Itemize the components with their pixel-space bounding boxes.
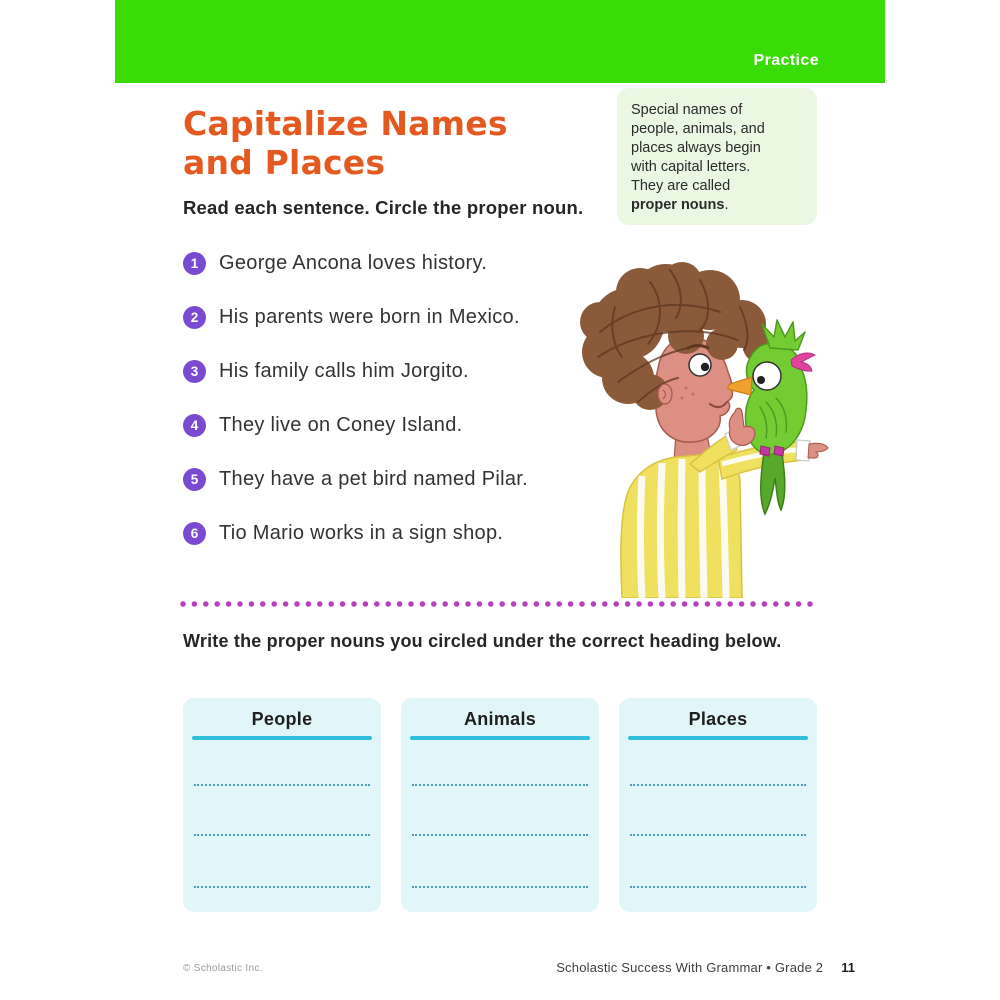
column-heading: Animals: [463, 709, 537, 729]
sentence-item-2: [183, 290, 603, 344]
sentence-list: [183, 236, 603, 560]
writing-line: [194, 834, 370, 836]
page-number: 11: [841, 960, 855, 975]
sentence-text: They have a pet bird named Pilar.: [219, 467, 528, 490]
sentence-text: His family calls him Jorgito.: [219, 359, 469, 382]
callout-bold-line: proper nouns.: [631, 197, 729, 213]
writing-line: [194, 886, 370, 888]
column-animals: [401, 698, 599, 912]
sentence-number-badge: 6: [183, 522, 206, 545]
sentence-number-badge: 2: [183, 306, 206, 329]
callout-line: Special names of: [631, 102, 743, 118]
writing-line: [630, 834, 806, 836]
page-title-line2: and Places: [183, 143, 386, 182]
instruction-write-proper-nouns: Write the proper nouns you circled under the correct heading below.: [183, 631, 782, 651]
writing-line: [630, 784, 806, 786]
page-title-line1: Capitalize Names: [183, 104, 508, 143]
heading-underline: [628, 736, 808, 740]
footer-right: [556, 960, 855, 975]
writing-line: [412, 784, 588, 786]
sentence-text: George Ancona loves history.: [219, 251, 488, 274]
sentence-number-badge: 3: [183, 360, 206, 383]
sorting-table: [183, 698, 817, 912]
column-people: [183, 698, 381, 912]
practice-label: Practice: [753, 52, 819, 69]
page-title: [183, 104, 508, 182]
callout-line: places always begin: [631, 140, 761, 156]
sentence-item-6: [183, 506, 603, 560]
book-title: Scholastic Success With Grammar • Grade 2: [556, 960, 824, 975]
writing-line: [630, 886, 806, 888]
column-places: [619, 698, 817, 912]
heading-underline: [410, 736, 590, 740]
callout-line: They are called: [631, 178, 731, 194]
sentence-number-badge: 5: [183, 468, 206, 491]
sentence-item-1: [183, 236, 603, 290]
heading-underline: [192, 736, 372, 740]
sentence-number-badge: 4: [183, 414, 206, 437]
proper-nouns-term: proper nouns: [631, 197, 725, 213]
callout-line: people, animals, and: [631, 121, 765, 137]
writing-line: [412, 834, 588, 836]
sentence-item-3: [183, 344, 603, 398]
callout-line: with capital letters.: [631, 159, 751, 175]
proper-noun-definition-callout: [617, 88, 817, 225]
sentence-item-5: [183, 452, 603, 506]
column-heading: People: [251, 709, 313, 729]
sentence-text: His parents were born in Mexico.: [219, 305, 520, 328]
writing-line: [194, 784, 370, 786]
column-heading: Places: [688, 709, 748, 729]
copyright-text: © Scholastic Inc.: [183, 963, 263, 974]
sentence-text: They live on Coney Island.: [219, 413, 463, 436]
sentence-text: Tio Mario works in a sign shop.: [219, 521, 504, 544]
instruction-circle-proper-noun: Read each sentence. Circle the proper noun.: [183, 197, 584, 218]
sentence-number-badge: 1: [183, 252, 206, 275]
practice-banner: [115, 0, 885, 83]
dotted-divider: [180, 597, 820, 609]
boy-with-parrot-illustration: [570, 252, 830, 598]
writing-line: [412, 886, 588, 888]
sentence-item-4: [183, 398, 603, 452]
